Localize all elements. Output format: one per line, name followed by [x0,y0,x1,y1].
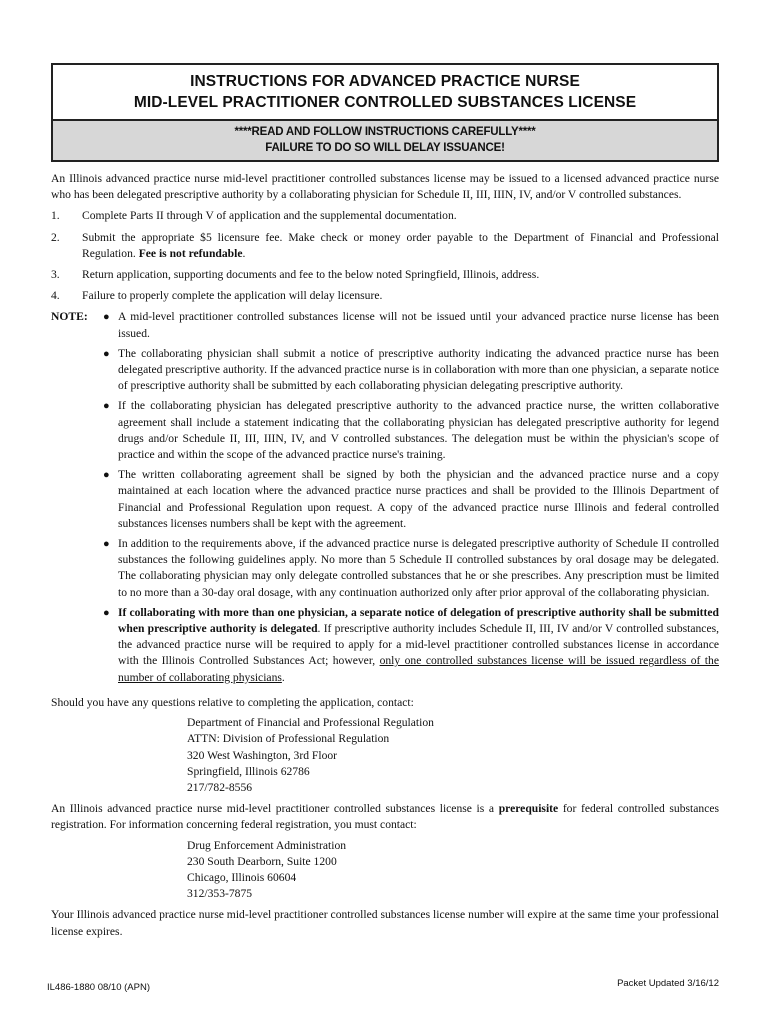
step-text: Return application, supporting documents and fee to the below noted Springfield, Illinois, address. [82,268,540,282]
bullet-text: The written collaborating agreement shall be signed by both the physician and the advanced practice nurse and a copy maintained at each location where the advanced practice nurse practices and shall be provided to the Illinois Department of Financial and Professional Regulation upon request. A copy of the advanced practice nurse Illinois and federal controlled substances licenses numbers shall be kept with the agreement. [118,468,719,530]
step-text: Complete Parts II through V of application and the supplemental documentation. [82,209,457,223]
bullet-icon: ● [103,400,110,413]
page-footer [47,978,719,996]
federal-paragraph [51,801,719,833]
bullet-text [118,605,719,686]
bullet-icon: ● [103,469,110,482]
note-block [51,309,719,689]
multi-physician-bold: If collaborating with more than one physician, a separate notice of delegation of prescriptive authority shall be submitted when prescriptive authority is delegated [118,605,719,636]
address-line: ATTN: Division of Professional Regulation [187,732,390,746]
note-bullet [99,398,719,463]
one-license-underline: only one controlled substances license will be issued regardless of the number of collaborating physicians [118,654,719,684]
step-item [51,208,719,224]
fee-not-refundable: Fee is not refundable [138,246,243,260]
address-line: Springfield, Illinois 62786 [187,764,310,778]
bullet-text: If the collaborating physician has delegated prescriptive authority to the advanced practice nurse, the written collaborative agreement shall include a statement indicating that the collaborating physician has delegated prescriptive authority for legend drugs and/or Schedule II, III, IIIN, IV, and V controlled substances. The delegation must be within the physician's scope of practice and within the scope of the advanced practice nurse's training. [118,399,719,462]
note-bullets [99,309,719,689]
form-code: IL486-1880 08/10 (APN) [47,982,150,993]
steps-list [51,208,719,304]
federal-text-b: for federal controlled substances registration. For information concerning federal registration, you must contact: [51,802,719,832]
contact-intro: Should you have any questions relative to completing the application, contact: [51,695,414,709]
address-line: Drug Enforcement Administration [187,838,347,852]
page-title-line-2: MID-LEVEL PRACTITIONER CONTROLLED SUBSTANCES LICENSE [133,94,637,111]
bullet-text: In addition to the requirements above, if the advanced practice nurse is delegated prescriptive authority of Schedule II controlled substances the following guidelines apply. No more than 5 Schedule II controlled substances by oral dosage may be delegated. The collaborating physician may only delegate controlled substances that he or she prescribes. Any prescription must be limited to no more than a 30-day oral dosage, with any continuation authorized only after prior approval of the collaborating physician. [118,537,719,599]
note-bullet [99,467,719,532]
federal-text-a: An Illinois advanced practice nurse mid-level practitioner controlled substances license is a [51,802,495,816]
note-bullet [99,309,719,341]
step-text [82,230,719,262]
warning-line-1: ****READ AND FOLLOW INSTRUCTIONS CAREFULLY**** [234,126,536,138]
address-line: Chicago, Illinois 60604 [187,870,297,884]
prerequisite-bold: prerequisite [498,802,559,816]
address-line: Department of Financial and Professional Regulation [187,716,434,730]
step-item [51,288,719,304]
title-area [53,65,717,119]
step-number: 4. [51,289,60,303]
address-line: 230 South Dearborn, Suite 1200 [187,854,337,868]
idfpr-address [187,715,719,796]
dea-address [187,838,719,903]
packet-updated: Packet Updated 3/16/12 [617,978,719,989]
expiry-paragraph: Your Illinois advanced practice nurse mid-level practitioner controlled substances license number will expire at the same time your professional license expires. [51,908,719,938]
bullet-text: A mid-level practitioner controlled substances license will not be issued until your advanced practice nurse license has been issued. [118,310,719,340]
note-label: NOTE: [51,310,88,324]
multi-physician-text: . If prescriptive authority includes Schedule II, III, IV and/or V controlled substances, the advanced practice nurse will be required to apply for a mid-level practitioner controlled substances license in accordance with the Illinois Controlled Substances Act; however, [118,622,719,668]
intro-paragraph: An Illinois advanced practice nurse mid-level practitioner controlled substances license may be issued to a licensed advanced practice nurse who has been delegated prescriptive authority by a collaborating physician for Schedule II, III, IIIN, IV, and/or V controlled substances. [51,172,719,202]
multi-physician-end: . [281,670,285,684]
step-number: 3. [51,268,60,282]
note-bullet [99,536,719,601]
step-2-text: Submit the appropriate $5 licensure fee. Make check or money order payable to the Department of Financial and Professional Regulation. [82,230,719,260]
step-item [51,230,719,262]
warning-line-2: FAILURE TO DO SO WILL DELAY ISSUANCE! [265,142,505,154]
bullet-icon: ● [103,606,110,619]
bullet-text: The collaborating physician shall submit a notice of prescriptive authority indicating the advanced practice nurse has been delegated prescriptive authority. If the advanced practice nurse is in collaboration with more than one physician, a separate notice of prescriptive authority shall be submitted by each collaborating physician delegating prescriptive authority. [118,346,719,393]
step-text: Failure to properly complete the application will delay licensure. [82,289,383,303]
warning-banner [53,119,717,160]
document-page [51,63,719,940]
page-title-line-1: INSTRUCTIONS FOR ADVANCED PRACTICE NURSE [190,73,580,90]
step-number: 2. [51,230,60,244]
step-number: 1. [51,209,60,223]
address-phone: 312/353-7875 [187,887,253,901]
step-2-end: . [242,246,246,260]
note-bullet [99,605,719,686]
bullet-icon: ● [103,311,110,324]
address-phone: 217/782-8556 [187,780,253,794]
bullet-icon: ● [103,347,110,360]
bullet-icon: ● [103,538,110,551]
address-line: 320 West Washington, 3rd Floor [187,748,338,762]
header-box [51,63,719,162]
note-bullet [99,346,719,395]
step-item [51,267,719,283]
